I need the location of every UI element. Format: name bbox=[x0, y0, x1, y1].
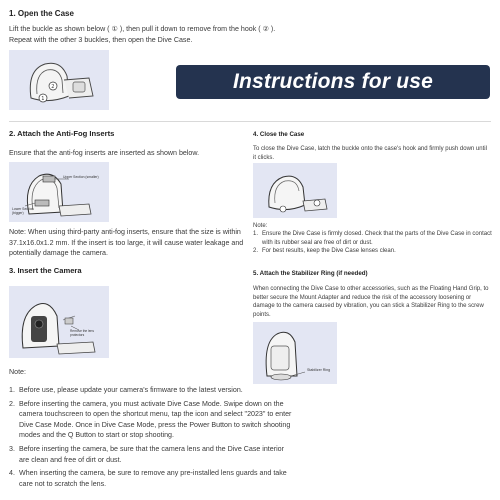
section-1-title: 1. Open the Case bbox=[9, 9, 74, 18]
close-case-illustration bbox=[253, 163, 337, 218]
lower-section-callout: Lower Section (bigger) bbox=[12, 207, 34, 216]
section-2-body: Ensure that the anti-fog inserts are inserted as shown below. bbox=[9, 149, 200, 157]
stabilizer-ring-illustration bbox=[253, 322, 337, 384]
svg-text:2: 2 bbox=[51, 84, 55, 90]
section-4-title: 4. Close the Case bbox=[253, 131, 305, 138]
list-item: 1. Before use, please update your camera's firmware to the latest version. bbox=[9, 386, 243, 394]
instructions-banner: Instructions for use bbox=[176, 65, 490, 99]
section-1-body: Lift the buckle as shown below ( ① ), then pull it down to remove from the hook ( ② ). Repeat with the other 3 buckles, then open the Dive Case. bbox=[9, 25, 276, 44]
stabilizer-ring-callout: Stabilizer Ring bbox=[307, 368, 331, 372]
section-4-body: To close the Dive Case, latch the buckle onto the case's hook and firmly push down until it clicks. bbox=[253, 146, 487, 161]
upper-section-callout: Upper Section (smaller) bbox=[63, 175, 99, 179]
section-4-notes bbox=[253, 230, 498, 256]
list-item: 2. Before inserting the camera, you must activate Dive Case Mode. Swipe down on the camera touchscreen to open the shortcut menu, tap the icon and select "2023" to enter Dive Case Mode. Once in Dive Case Mode, press the Power Button to switch shooting modes and the Q Button to start or stop shooting. bbox=[9, 399, 292, 440]
list-item: 1. Ensure the Dive Case is firmly closed. Check that the parts of the Dive Case in contact with its rubber seal are free of dirt or dust. bbox=[253, 231, 492, 246]
section-3-title: 3. Insert the Camera bbox=[9, 266, 82, 275]
section-5-title: 5. Attach the Stabilizer Ring (if needed) bbox=[253, 270, 368, 277]
list-item: 2. For best results, keep the Dive Case lenses clean. bbox=[253, 248, 396, 255]
section-4-note-label: Note: bbox=[253, 223, 268, 229]
section-3-notes bbox=[9, 385, 292, 492]
section-5-body: When connecting the Dive Case to other accessories, such as the Floating Hand Grip, to better secure the Mount Adapter and reduce the risk of the accessory loosening or damage to the camera caused by vibration, you can stick a Stabilizer Ring to the screw points. bbox=[253, 286, 489, 318]
section-3-note-label: Note: bbox=[9, 368, 26, 376]
list-item: 3. Before inserting the camera, be sure that the camera lens and the Dive Case interior are clean and free of dirt or dust. bbox=[9, 444, 284, 464]
divider bbox=[9, 121, 491, 122]
svg-text:1: 1 bbox=[41, 96, 45, 102]
insert-camera-illustration bbox=[9, 286, 109, 358]
section-2-note: Note: When using third-party anti-fog inserts, ensure that the size is within 37.1x16.0x1.2 mm. If the insert is too large, it will cause water leakage and potentially damage the camera. bbox=[9, 228, 244, 258]
remove-lens-protectors-callout: Remove the lens protectors bbox=[70, 329, 94, 337]
list-item: 4. When inserting the camera, be sure to remove any pre-installed lens guards and take care not to scratch the lens. bbox=[9, 469, 287, 488]
section-2-title: 2. Attach the Anti-Fog Inserts bbox=[9, 129, 115, 138]
open-case-illustration bbox=[9, 50, 109, 110]
